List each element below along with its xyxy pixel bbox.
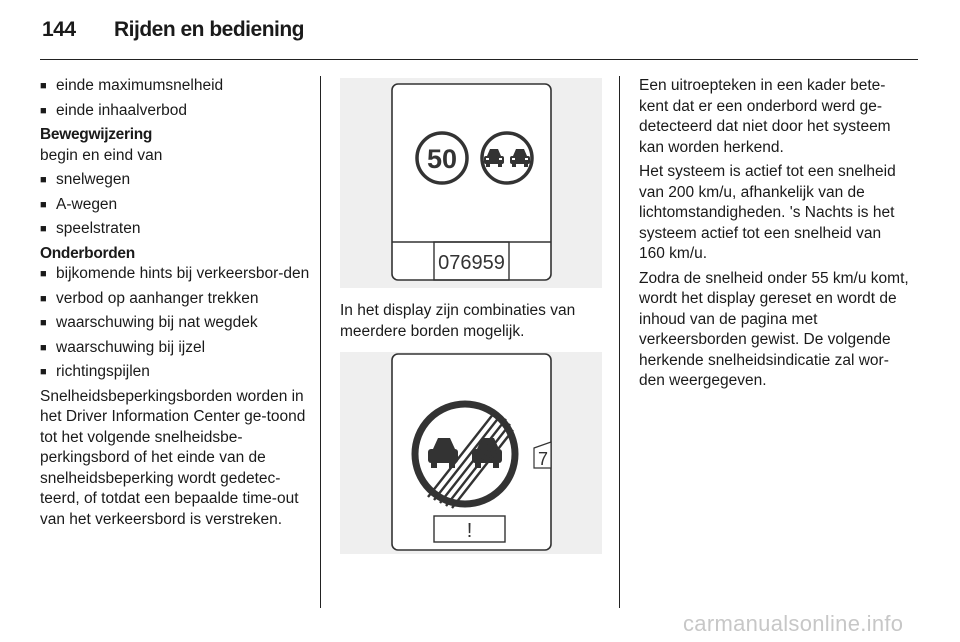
body-paragraph: Een uitroepteken in een kader bete-kent dat er een onderbord werd ge-detecteerd dat niet door het systeem kan worden herkend. bbox=[639, 77, 891, 156]
watermark: carmanualsonline.info bbox=[683, 611, 904, 636]
no-overtaking-icon bbox=[482, 133, 532, 183]
header-rule bbox=[40, 59, 918, 60]
speed-value: 50 bbox=[426, 144, 458, 174]
sign-code: 076959 bbox=[438, 252, 505, 274]
body-paragraph: Het systeem is actief tot een snelheid van 200 km/u, afhankelijk van de lichtomstandigheden. 's Nachts is het systeem actief tot een snelheid van 160 km/u. bbox=[639, 163, 896, 262]
side-sign-code: 7 bbox=[537, 449, 549, 469]
bullet-list-top bbox=[40, 76, 310, 121]
page-number: 144 bbox=[42, 18, 76, 41]
list-item: ■ verbod op aanhanger trekken bbox=[40, 289, 310, 310]
page-title: Rijden en bediening bbox=[114, 18, 305, 41]
subsign-list bbox=[40, 264, 310, 383]
right-column bbox=[639, 76, 909, 396]
heading-guidance: Bewegwijzering bbox=[40, 126, 153, 143]
display-illustration bbox=[340, 352, 602, 554]
figure-end-no-overtaking-display bbox=[340, 352, 602, 554]
list-item: ■ waarschuwing bij nat wegdek bbox=[40, 313, 310, 334]
list-item: ■ A-wegen bbox=[40, 195, 310, 216]
left-column bbox=[40, 76, 310, 534]
heading-subsigns: Onderborden bbox=[40, 244, 135, 262]
list-item: ■ richtingspijlen bbox=[40, 362, 310, 383]
figure-caption: In het display zijn combinaties van meerdere borden mogelijk. bbox=[340, 302, 576, 340]
list-item: ■ snelwegen bbox=[40, 170, 310, 191]
list-item: ■ bijkomende hints bij verkeersbor-den bbox=[40, 264, 310, 285]
list-item: ■ einde inhaalverbod bbox=[40, 101, 310, 122]
guidance-list bbox=[40, 170, 310, 240]
column-divider-left bbox=[320, 76, 321, 608]
column-divider-right bbox=[619, 76, 620, 608]
figure-speed-sign-display bbox=[340, 78, 602, 288]
body-paragraph: Zodra de snelheid onder 55 km/u komt, wordt het display gereset en wordt de inhoud van de pagina met verkeersborden gewist. De volgende herkende snelheidsindicatie zal wor-den weergegeven. bbox=[639, 269, 909, 389]
list-item: ■ speelstraten bbox=[40, 219, 310, 240]
guidance-intro: begin en eind van bbox=[40, 146, 163, 164]
list-item: ■ einde maximumsnelheid bbox=[40, 76, 310, 97]
end-of-no-overtaking-icon bbox=[415, 404, 515, 508]
exclamation-mark: ! bbox=[466, 520, 473, 542]
display-illustration bbox=[340, 78, 602, 288]
body-paragraph: Snelheidsbeperkingsborden worden in het Driver Information Center ge-toond tot het volgende snelheidsbe-perkingsbord of het einde van de snelheidsbeperking wordt gedetec-teerd, of totdat een bepaalde time-out van het verkeersbord is verstreken. bbox=[40, 387, 306, 528]
list-item: ■ waarschuwing bij ijzel bbox=[40, 338, 310, 359]
page-header bbox=[42, 18, 304, 48]
